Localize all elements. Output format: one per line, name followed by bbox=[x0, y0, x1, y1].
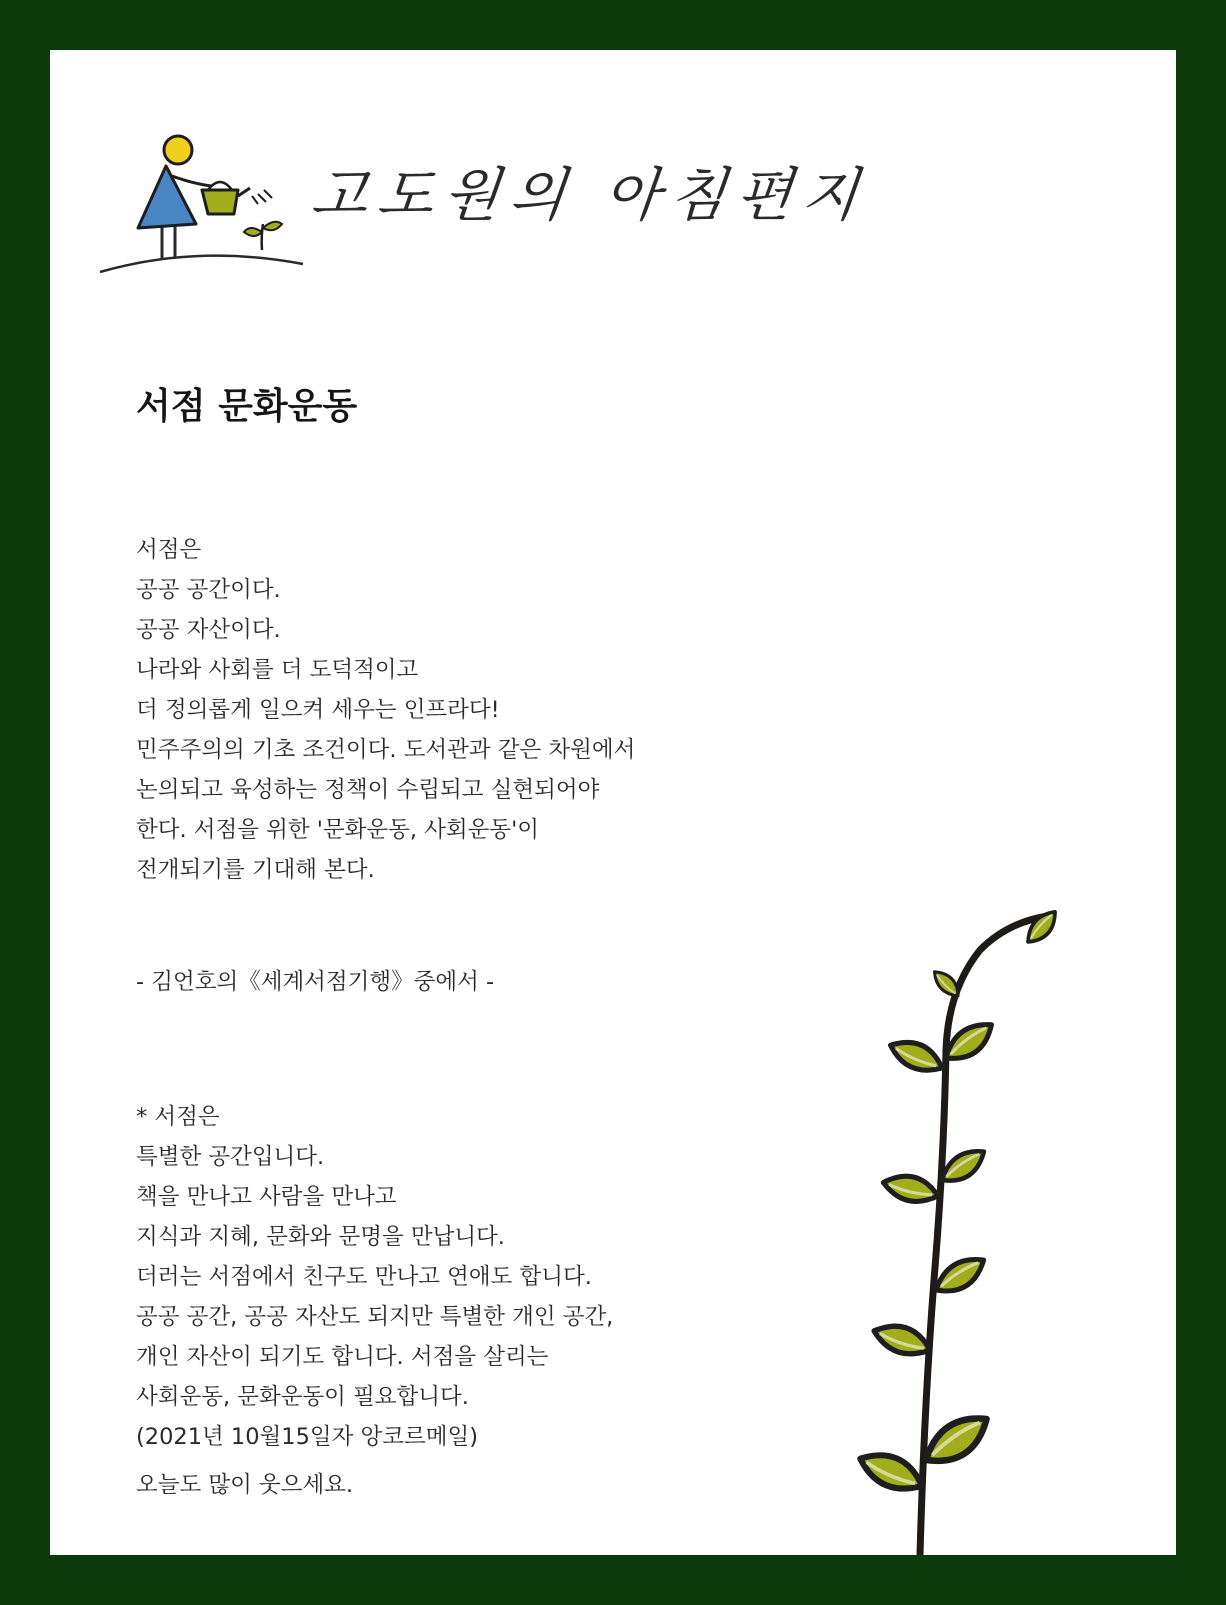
gardener-logo-icon bbox=[98, 132, 308, 282]
commentary-line: * 서점은 bbox=[136, 1104, 220, 1130]
commentary-line: 특별한 공간입니다. bbox=[136, 1144, 325, 1170]
poem-quote bbox=[136, 530, 635, 890]
poem-line: 전개되기를 기대해 본다. bbox=[136, 857, 375, 883]
quote-source: - 김언호의《세계서점기행》중에서 - bbox=[136, 969, 495, 995]
commentary-line: 개인 자산이 되기도 합니다. 서점을 살리는 bbox=[136, 1344, 549, 1370]
poem-line: 공공 자산이다. bbox=[136, 617, 281, 643]
vine-decoration-icon bbox=[830, 850, 1070, 1555]
poem-line: 서점은 bbox=[136, 537, 202, 563]
logo-title: 고도원의 아침편지 bbox=[307, 161, 872, 229]
poem-line: 논의되고 육성하는 정책이 수립되고 실현되어야 bbox=[136, 777, 600, 803]
poem-line: 한다. 서점을 위한 '문화운동, 사회운동'이 bbox=[136, 817, 540, 843]
commentary-line: 사회운동, 문화운동이 필요합니다. bbox=[136, 1384, 469, 1410]
letter-page bbox=[50, 50, 1176, 1555]
poem-line: 공공 공간이다. bbox=[136, 577, 281, 603]
commentary-line: (2021년 10월15일자 앙코르메일) bbox=[136, 1424, 478, 1450]
commentary-line: 더러는 서점에서 친구도 만나고 연애도 합니다. bbox=[136, 1264, 592, 1290]
poem-line: 민주주의의 기초 조건이다. 도서관과 같은 차원에서 bbox=[136, 737, 636, 763]
commentary-line: 공공 공간, 공공 자산도 되지만 특별한 개인 공간, bbox=[136, 1304, 614, 1330]
closing-line: 오늘도 많이 웃으세요. bbox=[136, 1472, 354, 1498]
poem-line: 더 정의롭게 일으켜 세우는 인프라다! bbox=[136, 697, 500, 723]
commentary-line: 지식과 지혜, 문화와 문명을 만납니다. bbox=[136, 1224, 505, 1250]
commentary bbox=[136, 1097, 613, 1457]
commentary-line: 책을 만나고 사람을 만나고 bbox=[136, 1184, 397, 1210]
page-title: 서점 문화운동 bbox=[136, 386, 358, 427]
poem-line: 나라와 사회를 더 도덕적이고 bbox=[136, 657, 419, 683]
